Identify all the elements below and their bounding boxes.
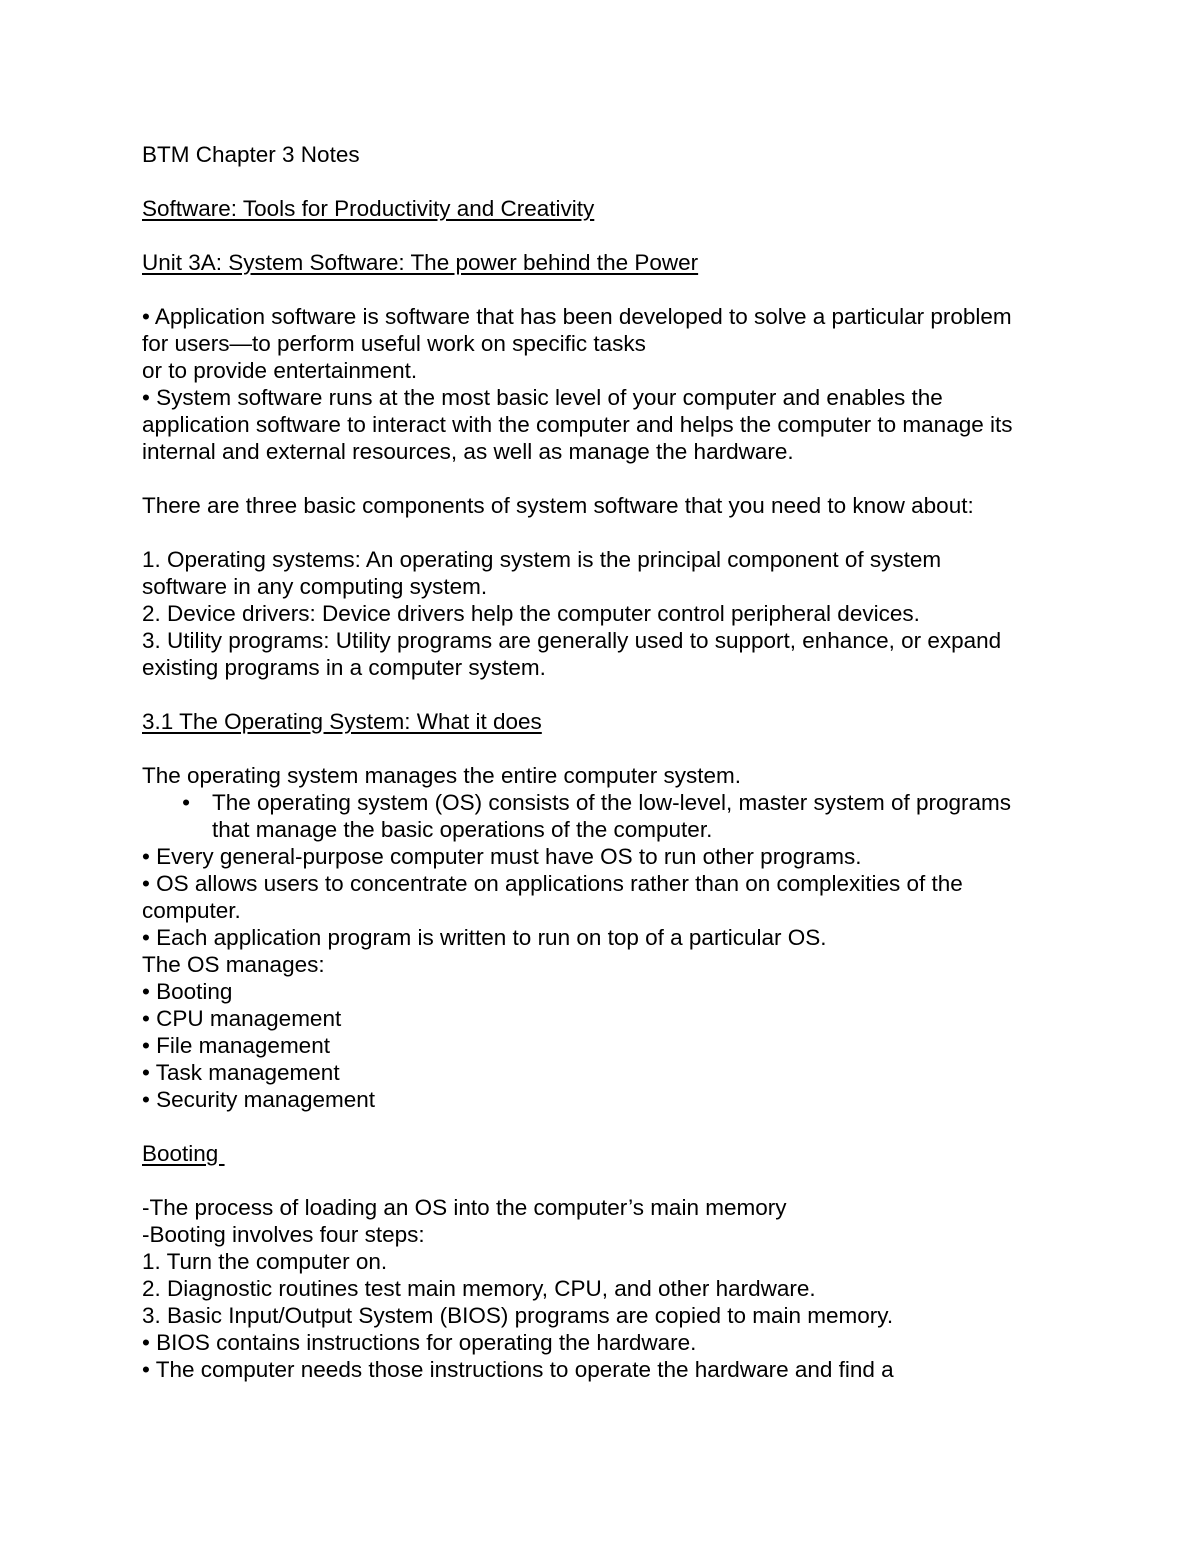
list-item: • Security management [142,1087,375,1112]
paragraph-line: for users—to perform useful work on specific tasks [142,331,646,356]
paragraph-line: The operating system manages the entire computer system. [142,763,742,788]
list-item: 3. Basic Input/Output System (BIOS) programs are copied to main memory. [142,1303,894,1328]
list-item: • Every general-purpose computer must have OS to run other programs. [142,844,862,869]
paragraph-line: application software to interact with the computer and helps the computer to manage its [142,412,1013,437]
bullet-text: that manage the basic operations of the computer. [212,817,713,842]
paragraph-line: -Booting involves four steps: [142,1222,425,1247]
paragraph-line: The OS manages: [142,952,325,977]
paragraph-line: • System software runs at the most basic level of your computer and enables the [142,385,943,410]
indented-bullet-item [142,789,1072,843]
section-heading-3-1: 3.1 The Operating System: What it does [142,709,542,734]
document-title: BTM Chapter 3 Notes [142,142,360,167]
section-heading-booting: Booting [142,1141,225,1166]
paragraph-line: or to provide entertainment. [142,358,418,383]
list-item: • Booting [142,979,233,1004]
section-heading-unit-3a: Unit 3A: System Software: The power behind the Power [142,250,699,275]
bullet-text: The operating system (OS) consists of the low-level, master system of programs [212,790,1012,815]
list-item: 3. Utility programs: Utility programs are generally used to support, enhance, or expand [142,628,1002,653]
list-item: • BIOS contains instructions for operating the hardware. [142,1330,697,1355]
list-item: • Task management [142,1060,340,1085]
paragraph-line: -The process of loading an OS into the computer’s main memory [142,1195,787,1220]
paragraph-line: internal and external resources, as well as manage the hardware. [142,439,794,464]
list-item: 2. Device drivers: Device drivers help the computer control peripheral devices. [142,601,920,626]
list-item: 1. Turn the computer on. [142,1249,388,1274]
document-body [142,141,1072,1383]
list-item: existing programs in a computer system. [142,655,546,680]
list-item: 1. Operating systems: An operating system is the principal component of system [142,547,942,572]
bullet-icon: • [182,790,190,815]
list-item: • The computer needs those instructions to operate the hardware and find a [142,1357,894,1382]
list-item: 2. Diagnostic routines test main memory, CPU, and other hardware. [142,1276,816,1301]
list-item: computer. [142,898,241,923]
paragraph-line: There are three basic components of system software that you need to know about: [142,493,974,518]
paragraph-line: • Application software is software that has been developed to solve a particular problem [142,304,1012,329]
list-item: • OS allows users to concentrate on applications rather than on complexities of the [142,871,963,896]
list-item: software in any computing system. [142,574,488,599]
list-item: • File management [142,1033,330,1058]
list-item: • Each application program is written to run on top of a particular OS. [142,925,827,950]
section-heading-software: Software: Tools for Productivity and Creativity [142,196,595,221]
list-item: • CPU management [142,1006,342,1031]
